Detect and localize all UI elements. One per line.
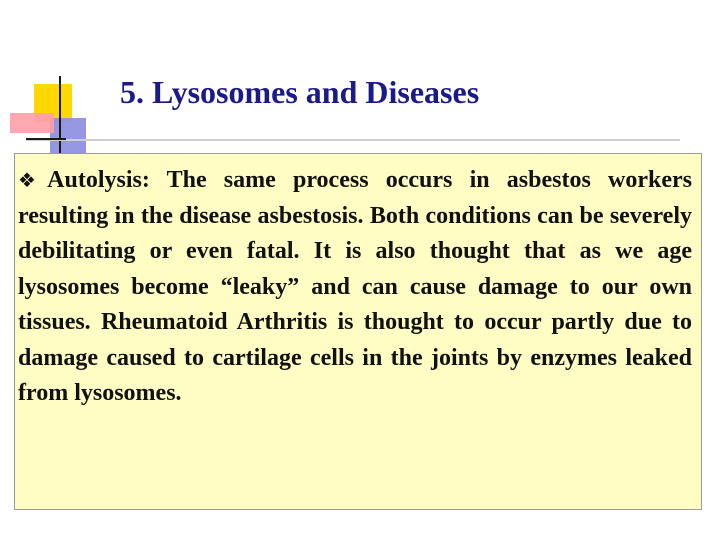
title-underline	[26, 139, 680, 141]
paragraph-text: Autolysis: The same process occurs in asbestos workers resulting in the disease asbestosis. Both conditions can be severely debilitating or even fatal. It is also thought that as we age lysosomes become “leaky” and can cause damage to our own tissues. Rheumatoid Arthritis is thought to occur partly due to damage caused to cartilage cells in the joints by enzymes leaked from lysosomes.	[18, 167, 692, 406]
content-paragraph	[18, 163, 692, 412]
decor-blue-square	[50, 118, 86, 154]
decor-pink-bar	[10, 113, 54, 133]
slide-title: 5. Lysosomes and Diseases	[120, 74, 480, 110]
diamond-flower-bullet-icon: ❖	[18, 168, 48, 192]
decor-horizontal-accent	[26, 138, 66, 140]
